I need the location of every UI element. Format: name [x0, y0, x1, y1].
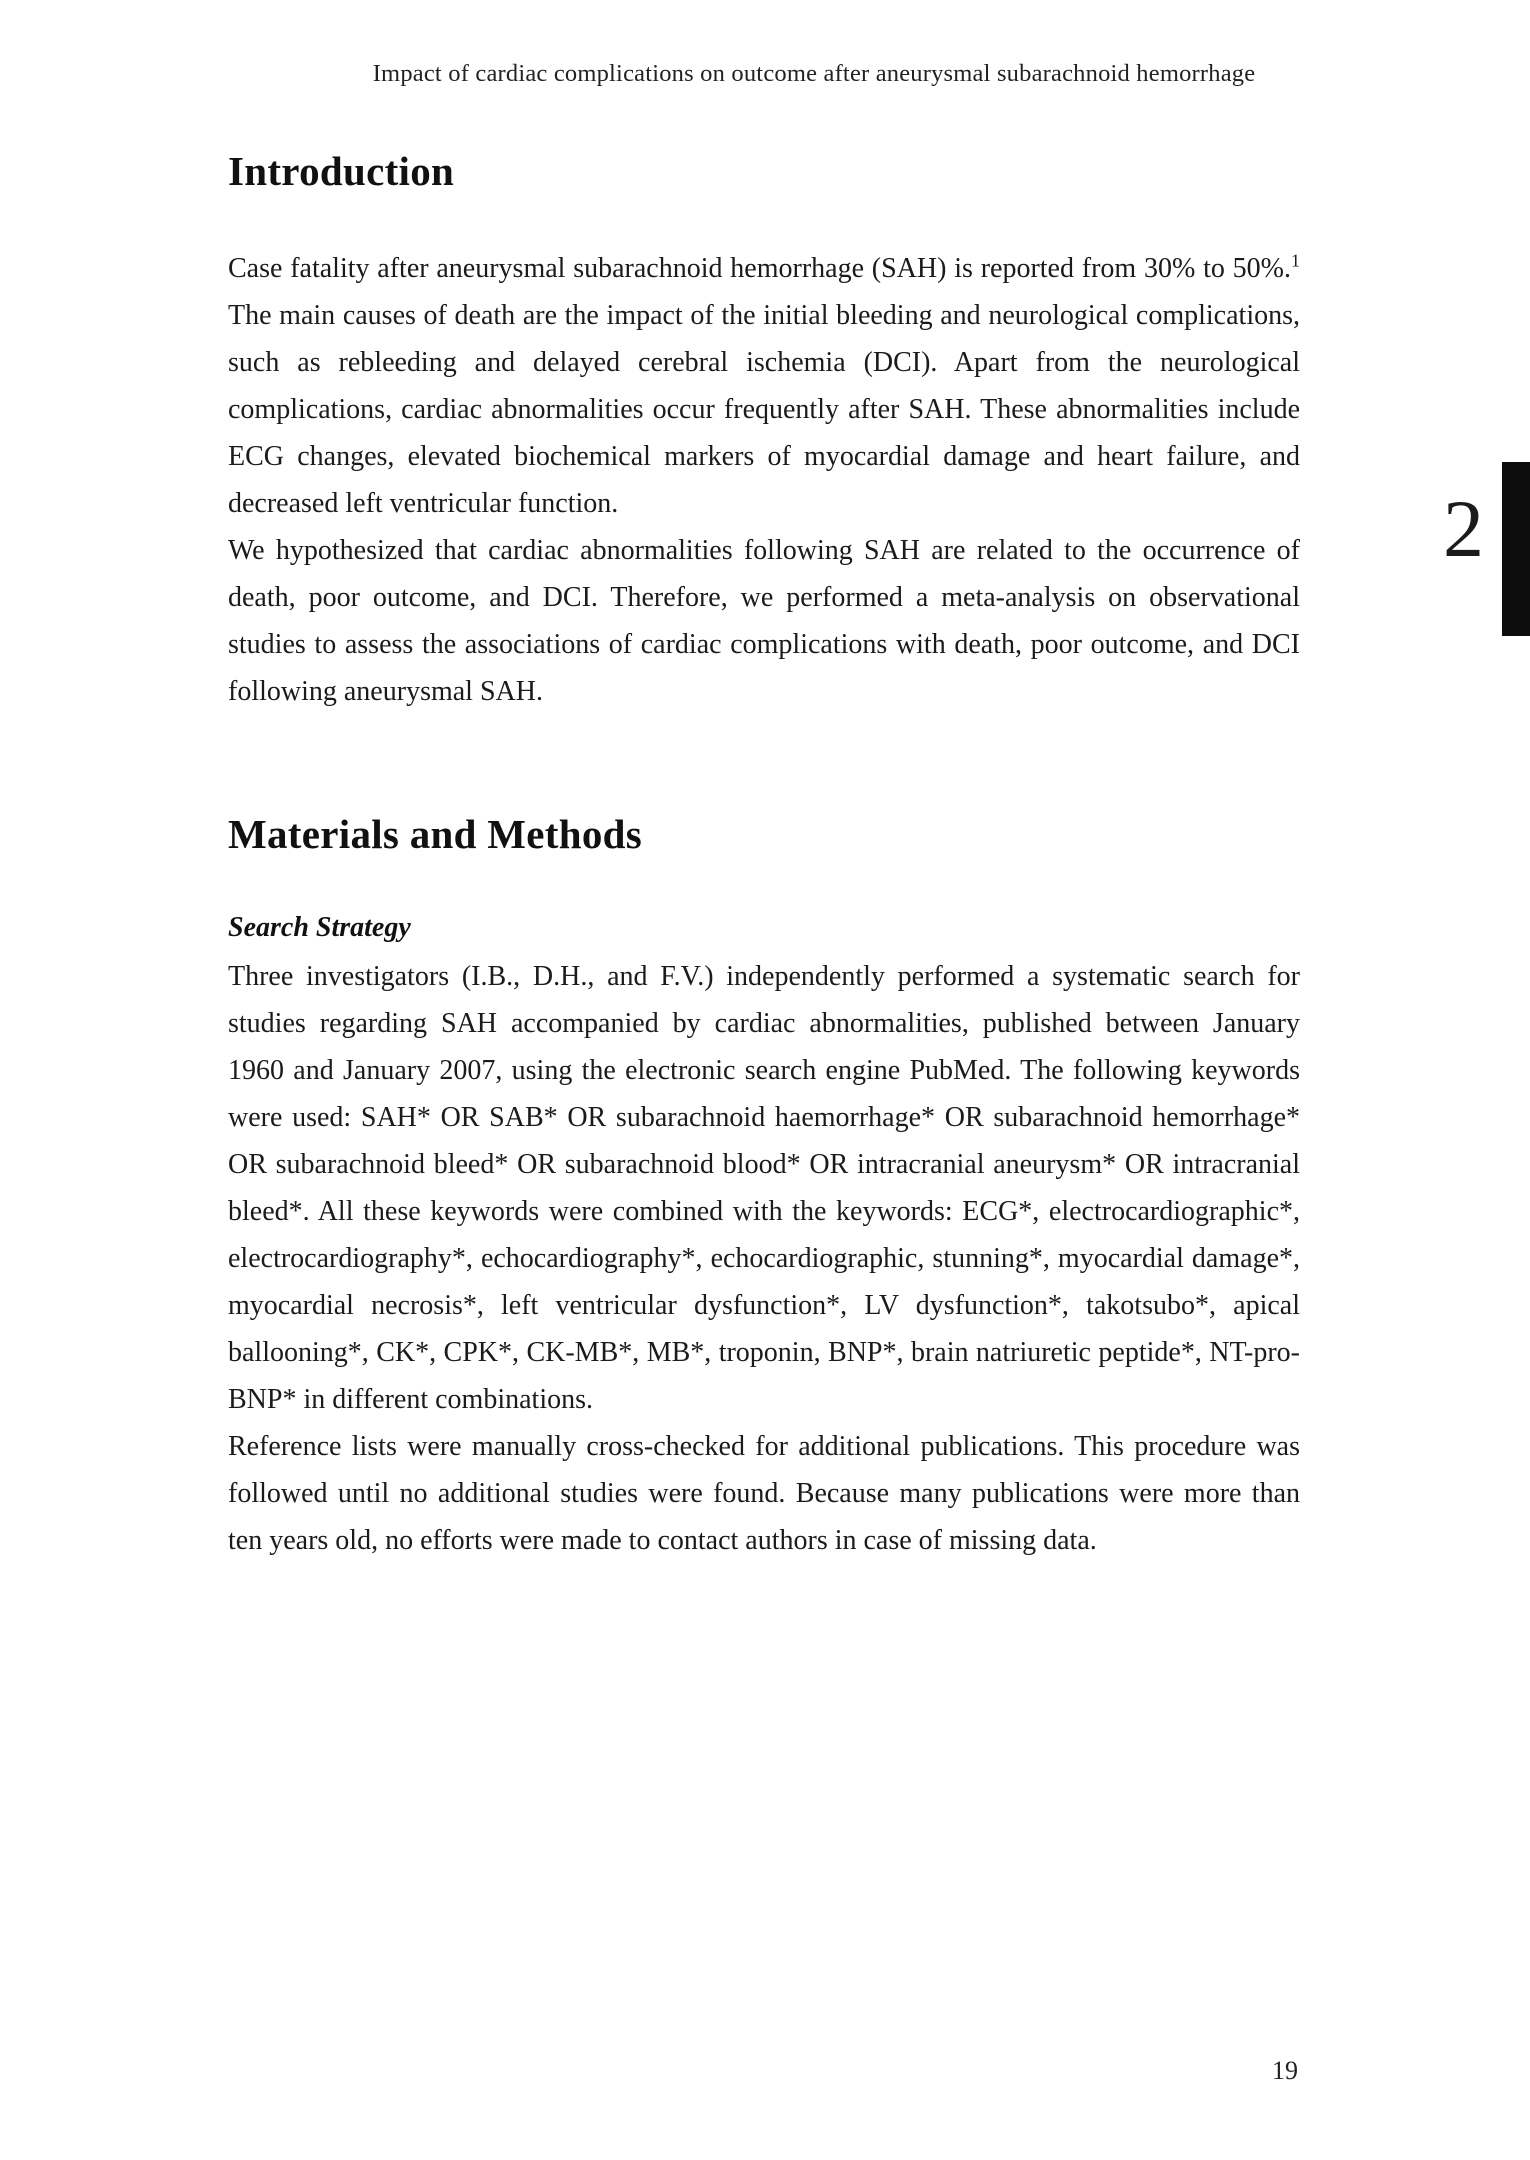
introduction-paragraph-2: We hypothesized that cardiac abnormalities following SAH are related to the occurrence of death, poor outcome, and DCI. Therefore, we performed a meta-analysis on observational studies to assess the associations of cardiac complications with death, poor outcome, and DCI following aneurysmal SAH.: [228, 535, 1300, 708]
introduction-paragraph-1-continued: The main causes of death are the impact of the initial bleeding and neurological complications, such as rebleeding and delayed cerebral ischemia (DCI). Apart from the neurological complications, cardiac abnormalities occur frequently after SAH. These abnormalities include ECG changes, elevated biochemical markers of myocardial damage and heart failure, and decreased left ventricular function.: [228, 300, 1300, 520]
running-header: Impact of cardiac complications on outcome after aneurysmal subarachnoid hemorrhage: [372, 60, 1256, 87]
chapter-tab-bar: [1502, 462, 1530, 636]
search-strategy-subheading: Search Strategy: [228, 912, 411, 944]
introduction-paragraph-1: [228, 245, 1300, 527]
introduction-heading: Introduction: [228, 148, 455, 194]
methods-heading: Materials and Methods: [228, 811, 642, 858]
page-number: 19: [1272, 2056, 1298, 2085]
methods-paragraph-2: Reference lists were manually cross-checked for additional publications. This procedure was followed until no additional studies were found. Because many publications were more than ten years old, no efforts were made to contact authors in case of missing data.: [228, 1431, 1300, 1557]
chapter-number: 2: [1443, 483, 1484, 574]
page-content: [228, 0, 1300, 1564]
introduction-paragraph-1-text: Case fatality after aneurysmal subarachnoid hemorrhage (SAH) is reported from 30% to 50%.: [228, 253, 1291, 285]
methods-paragraph-1: Three investigators (I.B., D.H., and F.V.) independently performed a systematic search for studies regarding SAH accompanied by cardiac abnormalities, published between January 1960 and January 2007, using the electronic search engine PubMed. The following keywords were used: SAH* OR SAB* OR subarachnoid haemorrhage* OR subarachnoid hemorrhage* OR subarachnoid bleed* OR subarachnoid blood* OR intracranial aneurysm* OR intracranial bleed*. All these keywords were combined with the keywords: ECG*, electrocardiographic*, electrocardiography*, echocardiography*, echocardiographic, stunning*, myocardial damage*, myocardial necrosis*, left ventricular dysfunction*, LV dysfunction*, takotsubo*, apical ballooning*, CK*, CPK*, CK-MB*, MB*, troponin, BNP*, brain natriuretic peptide*, NT-pro-BNP* in different combinations.: [228, 961, 1300, 1416]
citation-superscript-1: 1: [1291, 250, 1300, 271]
